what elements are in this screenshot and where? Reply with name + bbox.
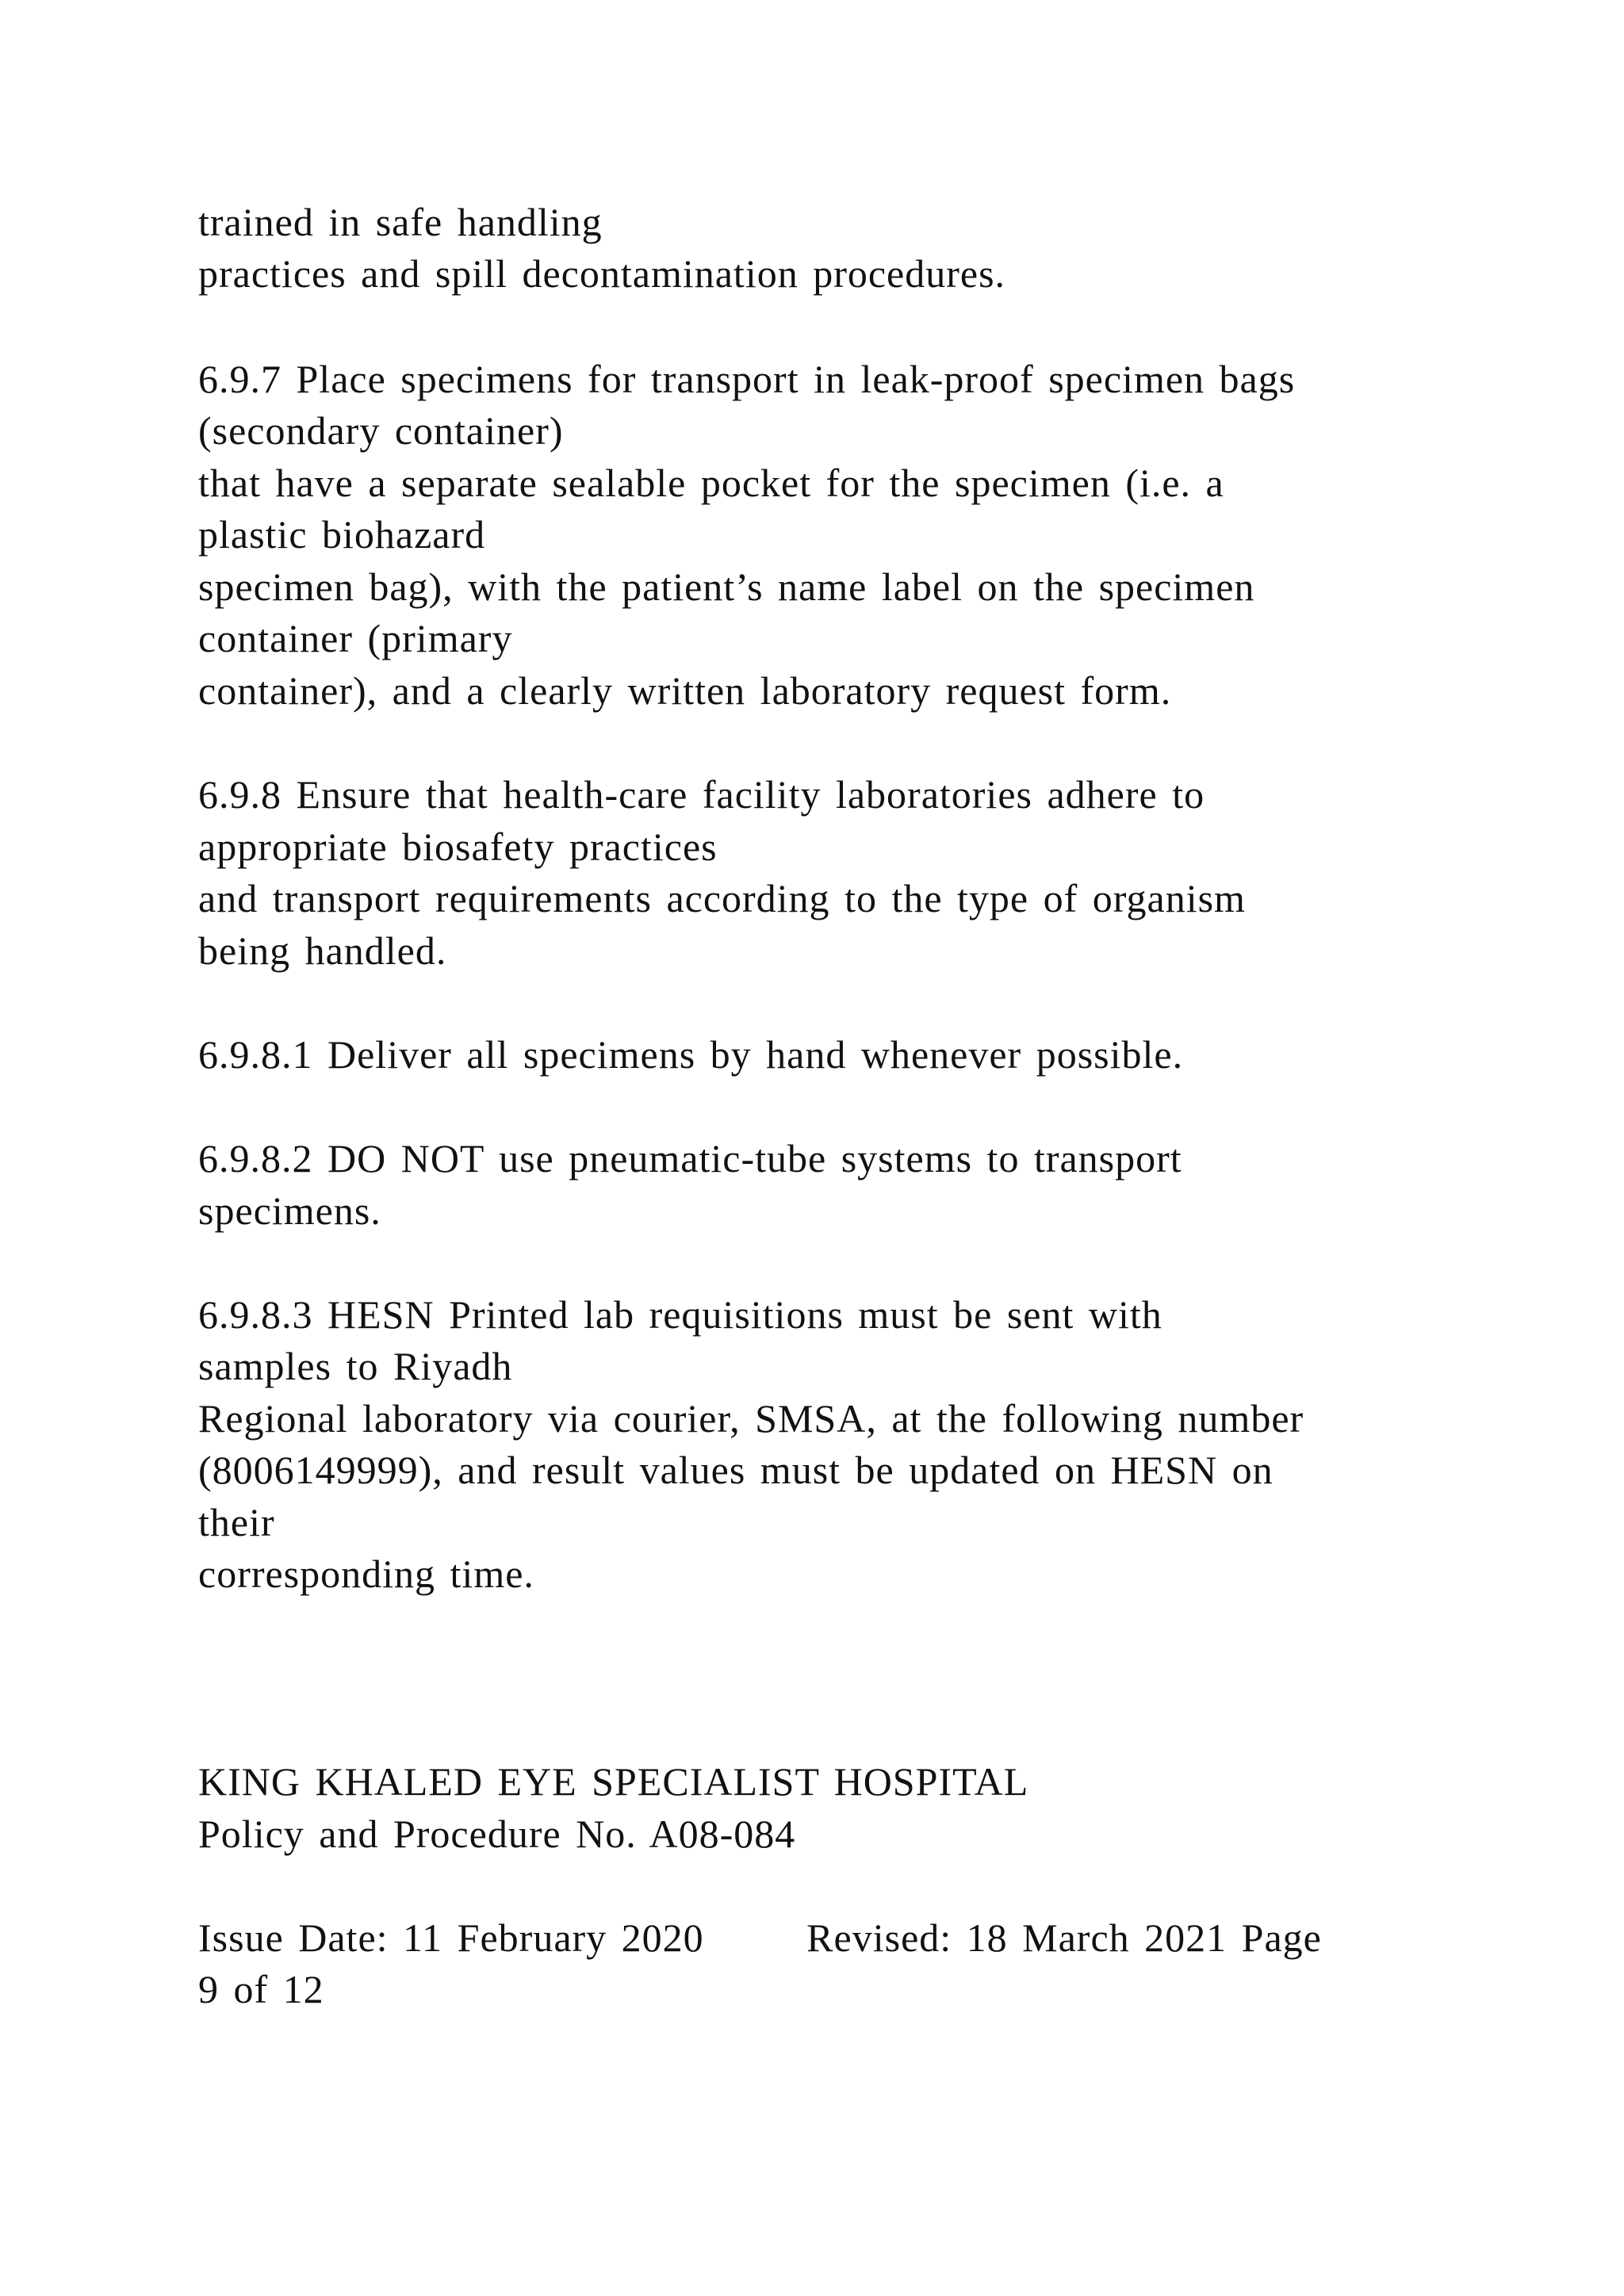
body-line: practices and spill decontamination procedures.: [198, 251, 1006, 296]
body-line: specimens.: [198, 1188, 381, 1233]
body-line: 6.9.8.1 Deliver all specimens by hand whenever possible.: [198, 1032, 1184, 1077]
body-line: 6.9.7 Place specimens for transport in leak-proof specimen bags: [198, 357, 1296, 401]
body-line: 6.9.8 Ensure that health-care facility laboratories adhere to: [198, 772, 1205, 817]
body-line: samples to Riyadh: [198, 1344, 513, 1388]
body-line: 6.9.8.2 DO NOT use pneumatic-tube systems to transport: [198, 1136, 1182, 1181]
body-line: appropriate biosafety practices: [198, 825, 718, 869]
footer-policy-number: Policy and Procedure No. A08-084: [198, 1812, 796, 1856]
body-line: (8006149999), and result values must be updated on HESN on: [198, 1448, 1274, 1492]
footer-dates: Issue Date: 11 February 2020 Revised: 18 March 2021 Page: [198, 1915, 1322, 1960]
body-line: that have a separate sealable pocket for the specimen (i.e. a: [198, 461, 1224, 505]
body-line: 6.9.8.3 HESN Printed lab requisitions must be sent with: [198, 1292, 1162, 1337]
footer-hospital-name: KING KHALED EYE SPECIALIST HOSPITAL: [198, 1759, 1029, 1804]
body-line: container (primary: [198, 616, 513, 660]
body-line: their: [198, 1500, 275, 1544]
body-line: container), and a clearly written laboratory request form.: [198, 668, 1172, 713]
body-line: (secondary container): [198, 408, 564, 453]
body-line: trained in safe handling: [198, 200, 603, 244]
body-line: specimen bag), with the patient’s name label on the specimen: [198, 564, 1255, 609]
footer-page-number: 9 of 12: [198, 1967, 324, 2011]
body-line: corresponding time.: [198, 1552, 534, 1596]
body-line: Regional laboratory via courier, SMSA, at the following number: [198, 1396, 1304, 1441]
body-line: and transport requirements according to the type of organism: [198, 876, 1246, 920]
body-line: being handled.: [198, 928, 447, 973]
body-line: plastic biohazard: [198, 512, 486, 557]
